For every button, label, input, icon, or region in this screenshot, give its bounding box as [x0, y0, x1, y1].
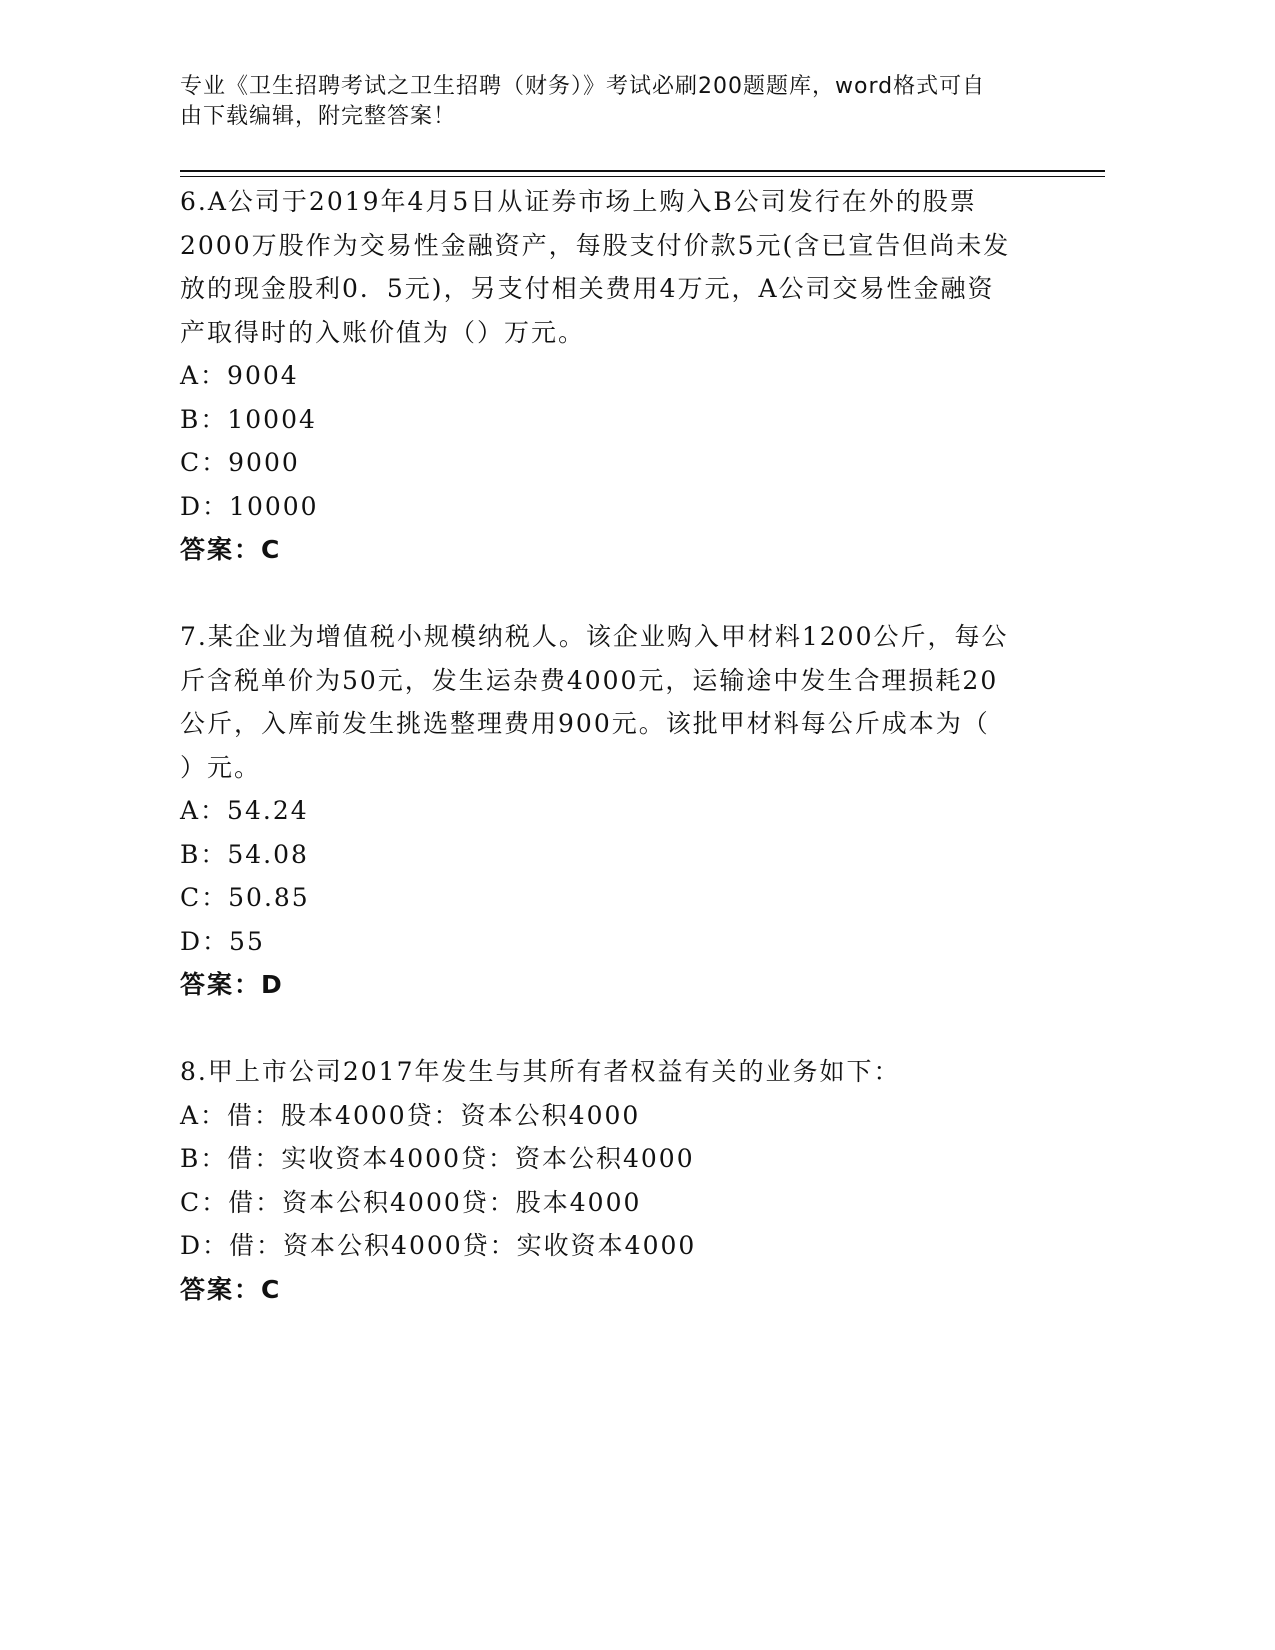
document-header [180, 72, 1040, 132]
question-text: 斤含税单价为50元，发生运杂费4000元，运输途中发生合理损耗20 [180, 665, 999, 695]
correct-answer: 答案：C [180, 1274, 282, 1304]
header-line: 专业《卫生招聘考试之卫生招聘（财务）》考试必刷200题题库，word格式可自 [180, 74, 986, 99]
answer-option: B：54.08 [180, 839, 309, 869]
answer-option: A：借：股本4000贷：资本公积4000 [180, 1100, 641, 1130]
question-text: 7.某企业为增值税小规模纳税人。该企业购入甲材料1200公斤，每公 [180, 622, 1009, 651]
answer-option: B：10004 [180, 404, 317, 434]
answer-option: C：50.85 [180, 883, 310, 912]
answer-option: C：借：资本公积4000贷：股本4000 [180, 1187, 642, 1217]
correct-answer: 答案：C [180, 535, 282, 564]
question-block [180, 1050, 1060, 1311]
question-text: 放的现金股利0．5元)，另支付相关费用4万元，A公司交易性金融资 [180, 274, 995, 303]
question-text: ）元。 [180, 752, 262, 782]
header-divider [180, 176, 1105, 177]
question-text: 2000万股作为交易性金融资产，每股支付价款5元(含已宣告但尚未发 [180, 230, 1011, 260]
question-text: 公斤，入库前发生挑选整理费用900元。该批甲材料每公斤成本为（ [180, 709, 990, 738]
answer-option: A：9004 [180, 361, 299, 390]
question-text: 6.A公司于2019年4月5日从证券市场上购入B公司发行在外的股票 [180, 187, 977, 216]
header-divider [180, 170, 1105, 172]
spacer [180, 572, 1060, 616]
answer-option: C：9000 [180, 448, 300, 477]
answer-option: A：54.24 [180, 796, 309, 825]
answer-option: D：55 [180, 926, 265, 956]
question-block [180, 180, 1060, 572]
header-line: 由下载编辑，附完整答案！ [180, 104, 457, 129]
answer-option: B：借：实收资本4000贷：资本公积4000 [180, 1144, 695, 1173]
correct-answer: 答案：D [180, 970, 284, 999]
question-text: 8.甲上市公司2017年发生与其所有者权益有关的业务如下： [180, 1057, 901, 1086]
question-list [180, 180, 1060, 1311]
question-text: 产取得时的入账价值为（）万元。 [180, 317, 586, 347]
answer-option: D：10000 [180, 491, 319, 521]
answer-option: D：借：资本公积4000贷：实收资本4000 [180, 1231, 697, 1260]
spacer [180, 1007, 1060, 1051]
question-block [180, 615, 1060, 1007]
